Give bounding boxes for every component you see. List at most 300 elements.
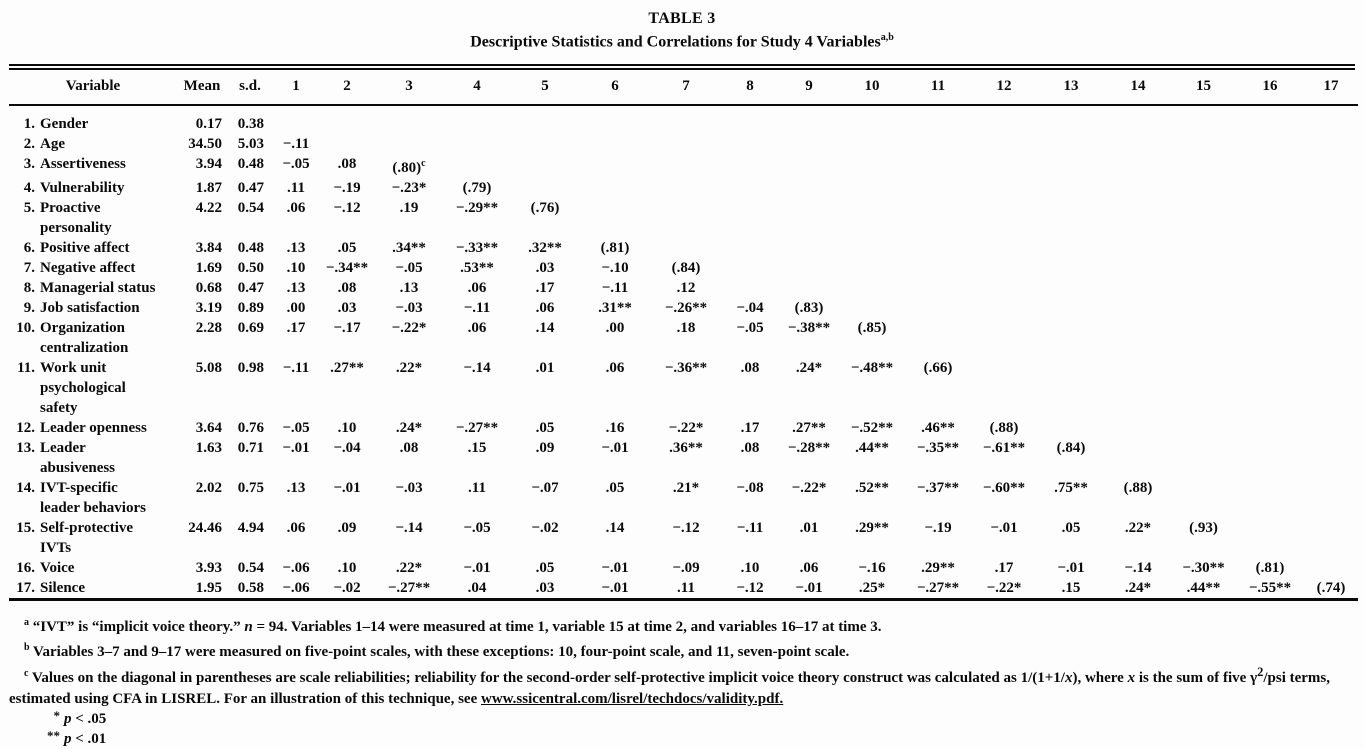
empty-cell xyxy=(905,178,971,198)
correlation-cell: .10 xyxy=(740,560,760,577)
header-row xyxy=(9,70,1358,105)
correlation-cell: .24* xyxy=(1124,580,1152,597)
correlation-cell: −.19 xyxy=(333,180,361,197)
empty-cell xyxy=(721,198,779,238)
empty-cell xyxy=(1037,298,1105,318)
empty-cell xyxy=(839,238,905,258)
variable-name: Managerial status xyxy=(40,280,156,297)
empty-cell xyxy=(1105,105,1171,134)
correlation-cell: −.36** xyxy=(664,360,708,377)
correlation-cell: .06 xyxy=(286,520,306,537)
footnote-link[interactable]: www.ssicentral.com/lisrel/techdocs/validity.pdf. xyxy=(481,690,784,707)
empty-cell xyxy=(839,178,905,198)
variable-label-cell xyxy=(9,558,177,578)
correlation-cell: −.22* xyxy=(986,580,1022,597)
correlation-cell: .06 xyxy=(605,360,625,377)
correlation-cell: −.26** xyxy=(664,300,708,317)
row-number: 13. xyxy=(16,440,35,457)
correlation-cell: −.01 xyxy=(601,580,629,597)
empty-cell xyxy=(721,278,779,298)
table-row xyxy=(9,278,1358,298)
correlation-cell: −.11 xyxy=(463,300,491,317)
empty-cell xyxy=(1304,298,1358,318)
variable-name: Vulnerability xyxy=(40,180,125,197)
empty-cell xyxy=(1236,478,1304,518)
column-header: s.d. xyxy=(227,70,273,105)
empty-cell xyxy=(971,178,1037,198)
empty-cell xyxy=(1236,358,1304,418)
correlation-cell: .27** xyxy=(792,420,826,437)
correlation-cell: −.01 xyxy=(282,440,310,457)
correlation-cell: −.16 xyxy=(858,560,886,577)
empty-cell xyxy=(971,318,1037,358)
empty-cell xyxy=(905,258,971,278)
empty-cell xyxy=(1037,418,1105,438)
correlation-cell: .17 xyxy=(535,280,555,297)
row-number: 1. xyxy=(23,116,35,133)
empty-cell xyxy=(375,105,443,134)
correlation-cell: .27** xyxy=(330,360,364,377)
empty-cell xyxy=(905,298,971,318)
variable-name: Positive affect xyxy=(40,240,130,257)
reliability-cell: (.83) xyxy=(794,300,824,317)
correlation-cell: −.27** xyxy=(455,420,499,437)
empty-cell xyxy=(1236,134,1304,154)
empty-cell xyxy=(905,198,971,238)
empty-cell xyxy=(905,154,971,178)
reliability-cell: (.88) xyxy=(1123,480,1153,497)
correlation-cell: .17 xyxy=(994,560,1014,577)
reliability-cell: (.84) xyxy=(671,260,701,277)
column-header: 15 xyxy=(1171,70,1236,105)
correlation-cell: −.14 xyxy=(1124,560,1152,577)
correlation-cell: −.09 xyxy=(672,560,700,577)
column-header: 2 xyxy=(319,70,375,105)
footnote-marker: a xyxy=(24,617,29,629)
column-header: 17 xyxy=(1304,70,1358,105)
correlation-cell: −.01 xyxy=(601,560,629,577)
correlation-cell: .11 xyxy=(287,180,305,197)
variable-label-cell xyxy=(9,358,177,418)
sd-value: 5.03 xyxy=(237,136,264,153)
mean-value: 1.69 xyxy=(195,260,222,277)
correlation-cell: .06 xyxy=(799,560,819,577)
table-row xyxy=(9,418,1358,438)
empty-cell xyxy=(1171,478,1236,518)
variable-name: Job satisfaction xyxy=(40,300,140,317)
variable-name: Assertiveness xyxy=(40,156,126,173)
empty-cell xyxy=(971,134,1037,154)
correlation-cell: −.37** xyxy=(916,480,960,497)
correlation-cell: .16 xyxy=(605,420,625,437)
empty-cell xyxy=(1105,438,1171,478)
empty-cell xyxy=(1171,258,1236,278)
sd-value: 0.69 xyxy=(237,320,264,337)
table-row xyxy=(9,578,1358,600)
correlation-cell: .13 xyxy=(399,280,419,297)
empty-cell xyxy=(905,134,971,154)
table-row xyxy=(9,518,1358,558)
variable-name: Negative affect xyxy=(40,260,136,277)
empty-cell xyxy=(839,278,905,298)
correlation-cell: −.61** xyxy=(982,440,1026,457)
sd-value: 0.71 xyxy=(237,440,264,457)
variable-name: Organization centralization xyxy=(40,320,129,357)
column-header: Variable xyxy=(9,70,177,105)
correlation-cell: −.12 xyxy=(672,520,700,537)
empty-cell xyxy=(779,105,839,134)
table-row xyxy=(9,178,1358,198)
sd-value: 0.58 xyxy=(237,580,264,597)
row-number: 11. xyxy=(17,360,35,377)
empty-cell xyxy=(1236,238,1304,258)
correlation-cell: .36** xyxy=(669,440,703,457)
correlation-cell: .19 xyxy=(399,200,419,217)
empty-cell xyxy=(1105,198,1171,238)
correlation-cell: −.11 xyxy=(282,360,310,377)
variable-name: Leader abusiveness xyxy=(40,440,116,477)
correlation-cell: −.03 xyxy=(395,300,423,317)
empty-cell xyxy=(971,258,1037,278)
mean-value: 1.95 xyxy=(195,580,222,597)
correlation-cell: .24* xyxy=(395,420,423,437)
correlation-cell: .13 xyxy=(286,480,306,497)
empty-cell xyxy=(1171,278,1236,298)
empty-cell xyxy=(905,238,971,258)
variable-label-cell xyxy=(9,298,177,318)
mean-value: 2.02 xyxy=(195,480,222,497)
empty-cell xyxy=(1236,298,1304,318)
empty-cell xyxy=(273,105,319,134)
row-number: 17. xyxy=(16,580,35,597)
empty-cell xyxy=(1236,318,1304,358)
correlation-cell: −.02 xyxy=(531,520,559,537)
mean-value: 3.64 xyxy=(195,420,222,437)
empty-cell xyxy=(579,154,651,178)
correlation-cell: .22* xyxy=(1124,520,1152,537)
empty-cell xyxy=(1171,178,1236,198)
variable-label-cell xyxy=(9,518,177,558)
reliability-cell: (.84) xyxy=(1056,440,1086,457)
correlation-cell: −.28** xyxy=(787,440,831,457)
empty-cell xyxy=(1171,105,1236,134)
correlation-cell: −.55** xyxy=(1248,580,1292,597)
correlation-cell: .06 xyxy=(467,320,487,337)
mean-value: 3.93 xyxy=(195,560,222,577)
empty-cell xyxy=(905,318,971,358)
correlation-cell: −.05 xyxy=(395,260,423,277)
title-superscript: a,b xyxy=(880,32,894,43)
row-number: 3. xyxy=(23,156,35,173)
column-header: 1 xyxy=(273,70,319,105)
significance-stars: * xyxy=(53,708,60,724)
empty-cell xyxy=(1105,418,1171,438)
empty-cell xyxy=(779,238,839,258)
sd-value: 0.54 xyxy=(237,560,264,577)
sd-value: 0.54 xyxy=(237,200,264,217)
variable-label-cell xyxy=(9,258,177,278)
correlation-cell: −.10 xyxy=(601,260,629,277)
sd-value: 0.47 xyxy=(237,280,264,297)
row-number: 15. xyxy=(16,520,35,537)
reliability-cell: (.76) xyxy=(530,200,560,217)
empty-cell xyxy=(1037,258,1105,278)
variable-label-cell xyxy=(9,478,177,518)
correlation-cell: .29** xyxy=(921,560,955,577)
correlation-cell: −.52** xyxy=(850,420,894,437)
correlation-cell: .34** xyxy=(392,240,426,257)
empty-cell xyxy=(1236,258,1304,278)
variable-name: Gender xyxy=(40,116,89,133)
correlation-cell: −.08 xyxy=(736,480,764,497)
column-header: 4 xyxy=(443,70,511,105)
empty-cell xyxy=(1236,418,1304,438)
correlation-cell: .05 xyxy=(337,240,357,257)
empty-cell xyxy=(721,258,779,278)
correlation-cell: −.06 xyxy=(282,580,310,597)
correlation-cell: .05 xyxy=(605,480,625,497)
empty-cell xyxy=(1304,134,1358,154)
variable-name: Proactive personality xyxy=(40,200,112,237)
sd-value: 0.75 xyxy=(237,480,264,497)
reliability-cell: (.81) xyxy=(1255,560,1285,577)
empty-cell xyxy=(971,198,1037,238)
table-row xyxy=(9,154,1358,178)
variable-label-cell xyxy=(9,578,177,600)
correlation-cell: .10 xyxy=(337,560,357,577)
empty-cell xyxy=(779,154,839,178)
empty-cell xyxy=(1105,258,1171,278)
correlation-cell: .03 xyxy=(535,260,555,277)
correlation-cell: −.01 xyxy=(601,440,629,457)
correlation-cell: .29** xyxy=(855,520,889,537)
correlation-cell: .18 xyxy=(676,320,696,337)
correlation-cell: −.04 xyxy=(333,440,361,457)
variable-label-cell xyxy=(9,105,177,134)
table-row xyxy=(9,134,1358,154)
correlation-cell: −.11 xyxy=(736,520,764,537)
correlation-cell: −.33** xyxy=(455,240,499,257)
variable-name: Leader openness xyxy=(40,420,147,437)
correlation-cell: .13 xyxy=(286,240,306,257)
correlation-cell: .05 xyxy=(535,560,555,577)
empty-cell xyxy=(1171,318,1236,358)
correlation-cell: .15 xyxy=(467,440,487,457)
reliability-cell: (.85) xyxy=(857,320,887,337)
empty-cell xyxy=(1304,154,1358,178)
correlation-cell: .06 xyxy=(467,280,487,297)
table-row xyxy=(9,558,1358,578)
empty-cell xyxy=(1304,198,1358,238)
footnote: $^b$ Variables 3–7 and 9–17 were measured on five-point scales, with these exceptions: 10, four-point scale, and 11, seven-point scale. xyxy=(24,641,850,660)
table-row xyxy=(9,298,1358,318)
variable-name: Age xyxy=(40,136,65,153)
sd-value: 0.76 xyxy=(237,420,264,437)
empty-cell xyxy=(721,105,779,134)
mean-value: 34.50 xyxy=(188,136,222,153)
correlation-cell: −.06 xyxy=(282,560,310,577)
correlation-cell: −.12 xyxy=(736,580,764,597)
empty-cell xyxy=(721,178,779,198)
empty-cell xyxy=(443,134,511,154)
reliability-cell: (.79) xyxy=(462,180,492,197)
correlation-cell: .06 xyxy=(286,200,306,217)
table-row xyxy=(9,238,1358,258)
empty-cell xyxy=(839,134,905,154)
reliability-cell: (.81) xyxy=(600,240,630,257)
empty-cell xyxy=(1171,358,1236,418)
column-header: 6 xyxy=(579,70,651,105)
empty-cell xyxy=(1105,154,1171,178)
empty-cell xyxy=(579,105,651,134)
correlation-cell: −.01 xyxy=(990,520,1018,537)
correlation-cell: −.03 xyxy=(395,480,423,497)
empty-cell xyxy=(511,178,579,198)
reliability-cell: (.88) xyxy=(989,420,1019,437)
correlation-cell: .11 xyxy=(677,580,695,597)
row-number: 7. xyxy=(23,260,35,277)
empty-cell xyxy=(1304,558,1358,578)
correlation-cell: .09 xyxy=(535,440,555,457)
correlation-cell: −.11 xyxy=(601,280,629,297)
footnote-marker: b xyxy=(24,641,30,653)
table-row xyxy=(9,198,1358,238)
mean-value: 1.87 xyxy=(195,180,222,197)
empty-cell xyxy=(1105,178,1171,198)
correlation-cell: −.22* xyxy=(791,480,827,497)
empty-cell xyxy=(1171,298,1236,318)
empty-cell xyxy=(1105,358,1171,418)
correlation-cell: −.07 xyxy=(531,480,559,497)
row-number: 5. xyxy=(23,200,35,217)
empty-cell xyxy=(1236,438,1304,478)
empty-cell xyxy=(319,134,375,154)
correlation-cell: −.12 xyxy=(333,200,361,217)
correlation-cell: .24* xyxy=(795,360,823,377)
sd-value: 0.48 xyxy=(237,156,264,173)
variable-label-cell xyxy=(9,238,177,258)
empty-cell xyxy=(1304,358,1358,418)
variable-label-cell xyxy=(9,134,177,154)
empty-cell xyxy=(1037,318,1105,358)
row-number: 16. xyxy=(16,560,35,577)
correlation-cell: .05 xyxy=(1061,520,1081,537)
correlation-cell: .04 xyxy=(467,580,487,597)
mean-value: 0.17 xyxy=(195,116,222,133)
column-header: 11 xyxy=(905,70,971,105)
empty-cell xyxy=(651,105,721,134)
mean-value: 3.94 xyxy=(195,156,222,173)
table-title xyxy=(9,32,1355,51)
correlation-cell: .75** xyxy=(1054,480,1088,497)
variable-name: Self-protective IVTs xyxy=(40,520,134,557)
empty-cell xyxy=(971,105,1037,134)
empty-cell xyxy=(1236,154,1304,178)
correlation-cell: .44** xyxy=(1186,580,1221,597)
empty-cell xyxy=(443,105,511,134)
correlation-cell: −.01 xyxy=(333,480,361,497)
correlation-cell: .08 xyxy=(337,156,357,173)
empty-cell xyxy=(971,278,1037,298)
empty-cell xyxy=(1304,438,1358,478)
correlation-cell: −.19 xyxy=(924,520,952,537)
row-number: 8. xyxy=(23,280,35,297)
correlation-cell: .44** xyxy=(855,440,889,457)
empty-cell xyxy=(511,105,579,134)
empty-cell xyxy=(651,198,721,238)
correlation-cell: .17 xyxy=(740,420,760,437)
row-number: 4. xyxy=(23,180,35,197)
row-number: 9. xyxy=(23,300,35,317)
sd-value: 0.98 xyxy=(237,360,264,377)
correlation-cell: −.34** xyxy=(325,260,369,277)
correlation-cell: −.48** xyxy=(850,360,894,377)
reliability-cell: (.93) xyxy=(1189,520,1218,537)
correlation-cell: −.29** xyxy=(455,200,499,217)
footnotes-block xyxy=(9,613,1355,749)
correlation-cell: −.27** xyxy=(916,580,960,597)
empty-cell xyxy=(971,154,1037,178)
empty-cell xyxy=(579,198,651,238)
empty-cell xyxy=(1236,178,1304,198)
table-row xyxy=(9,478,1358,518)
footnote: $^a$ “IVT” is “implicit voice theory.” n = 94. Variables 1–14 were measured at time 1, variable 15 at time 2, and variables 16–17 at time 3. xyxy=(24,617,882,636)
mean-value: 3.84 xyxy=(195,240,222,257)
column-header: 9 xyxy=(779,70,839,105)
row-number: 10. xyxy=(16,320,35,337)
empty-cell xyxy=(1105,134,1171,154)
empty-cell xyxy=(905,105,971,134)
correlation-cell: .10 xyxy=(286,260,306,277)
correlation-cell: .14 xyxy=(535,320,555,337)
empty-cell xyxy=(1105,278,1171,298)
column-header: 14 xyxy=(1105,70,1171,105)
empty-cell xyxy=(971,238,1037,258)
correlation-cell: −.05 xyxy=(282,156,310,173)
correlation-cell: .31** xyxy=(598,300,632,317)
mean-value: 2.28 xyxy=(195,320,222,337)
empty-cell xyxy=(839,298,905,318)
correlation-cell: −.30** xyxy=(1182,560,1225,577)
empty-cell xyxy=(779,134,839,154)
empty-cell xyxy=(1304,518,1358,558)
empty-cell xyxy=(1304,418,1358,438)
correlation-cell: .05 xyxy=(535,420,555,437)
column-header: Mean xyxy=(177,70,227,105)
correlation-cell: .00 xyxy=(605,320,625,337)
empty-cell xyxy=(839,105,905,134)
correlation-cell: −.17 xyxy=(333,320,361,337)
empty-cell xyxy=(1171,418,1236,438)
empty-cell xyxy=(1171,134,1236,154)
table-row xyxy=(9,318,1358,358)
empty-cell xyxy=(1037,238,1105,258)
correlation-cell: .12 xyxy=(676,280,696,297)
sd-value: 0.47 xyxy=(237,180,264,197)
correlation-cell: −.02 xyxy=(333,580,361,597)
empty-cell xyxy=(1105,318,1171,358)
empty-cell xyxy=(319,105,375,134)
correlation-cell: −.11 xyxy=(282,136,310,153)
correlation-cell: −.01 xyxy=(463,560,491,577)
mean-value: 0.68 xyxy=(195,280,222,297)
empty-cell xyxy=(1236,278,1304,298)
empty-cell xyxy=(1037,278,1105,298)
reliability-cell: (.74) xyxy=(1316,580,1346,597)
variable-name: Silence xyxy=(40,580,85,597)
empty-cell xyxy=(1304,258,1358,278)
empty-cell xyxy=(971,298,1037,318)
